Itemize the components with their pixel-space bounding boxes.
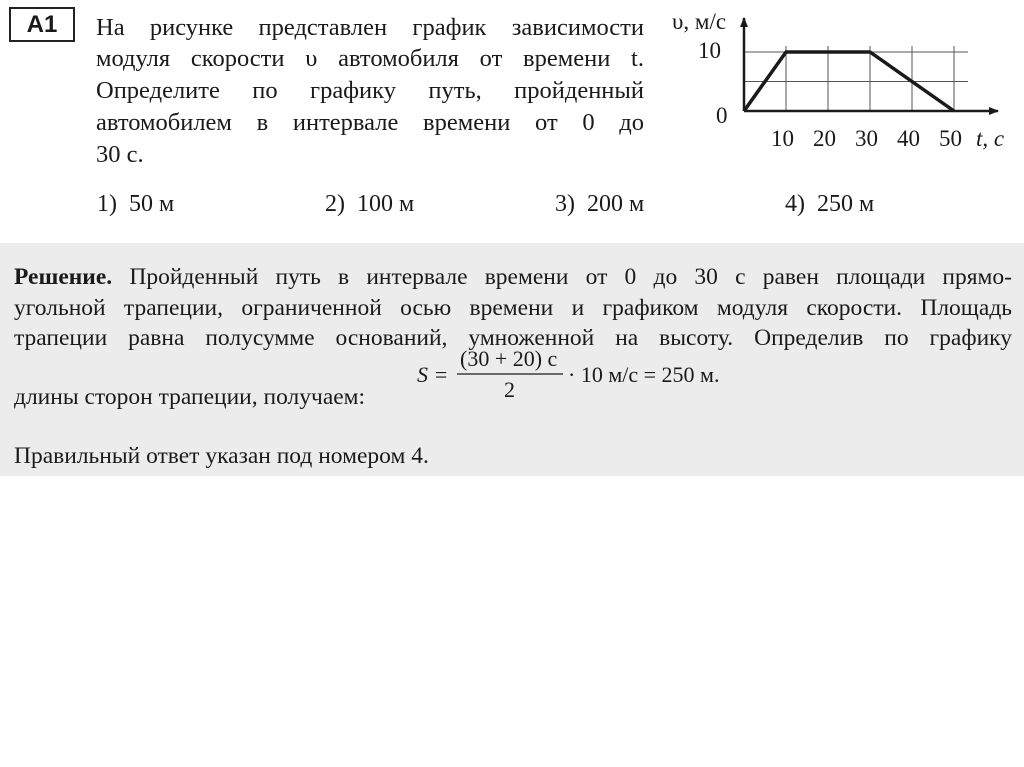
answer-value: 200 м (587, 191, 645, 217)
answer-value: 50 м (129, 191, 175, 217)
answer-number: 2) (325, 191, 345, 217)
solution-line: Решение. Пройденный путь в интервале времени от 0 до 30 с равен площади прямо- (14, 264, 1012, 290)
answer-value: 250 м (817, 191, 875, 217)
task-text-line: Определите по графику путь, пройденный (96, 77, 644, 104)
formula-denominator: 2 (504, 377, 515, 402)
task-text-line: автомобилем в интервале времени от 0 до (96, 109, 644, 136)
formula-numerator: (30 + 20) с (460, 346, 558, 371)
x-axis-label: t, с (976, 126, 1005, 151)
task-text-line: модуля скорости υ автомобиля от времени t. (96, 45, 644, 72)
answer-number: 1) (97, 191, 117, 217)
y-tick-label: 10 (698, 38, 721, 63)
task-label: A1 (9, 7, 75, 42)
x-tick-label: 30 (855, 126, 878, 151)
y-axis-label: υ, м/с (672, 9, 727, 34)
x-tick-label: 20 (813, 126, 836, 151)
answer-option-3 (555, 191, 644, 218)
solution-line: длины сторон трапеции, получаем: (14, 384, 366, 410)
answer-number: 4) (785, 191, 805, 217)
answer-value: 100 м (357, 191, 415, 217)
origin-label: 0 (716, 103, 728, 128)
solution-line: трапеции равна полусумме оснований, умноженной на высоту. Определив по графику (14, 325, 1012, 351)
answer-option-4 (785, 191, 874, 218)
x-tick-label: 40 (897, 126, 920, 151)
solution-line: угольной трапеции, ограниченной осью времени и графиком модуля скорости. Площадь (14, 295, 1012, 321)
solution-answer: Правильный ответ указан под номером 4. (14, 443, 429, 469)
area-formula (413, 346, 743, 402)
answer-option-1 (97, 191, 174, 218)
velocity-time-graph (668, 8, 1014, 168)
task-text-line: На рисунке представлен график зависимости (96, 14, 644, 41)
solution-heading: Решение. (14, 264, 113, 290)
x-tick-label: 10 (771, 126, 794, 151)
task-text-line: 30 с. (96, 141, 144, 168)
graph-grid (744, 46, 968, 111)
answer-option-2 (325, 191, 414, 218)
formula-rest: · 10 м/с = 250 м. (568, 362, 720, 387)
formula-lhs: S = (417, 362, 449, 387)
answer-number: 3) (555, 191, 575, 217)
x-tick-label: 50 (939, 126, 962, 151)
